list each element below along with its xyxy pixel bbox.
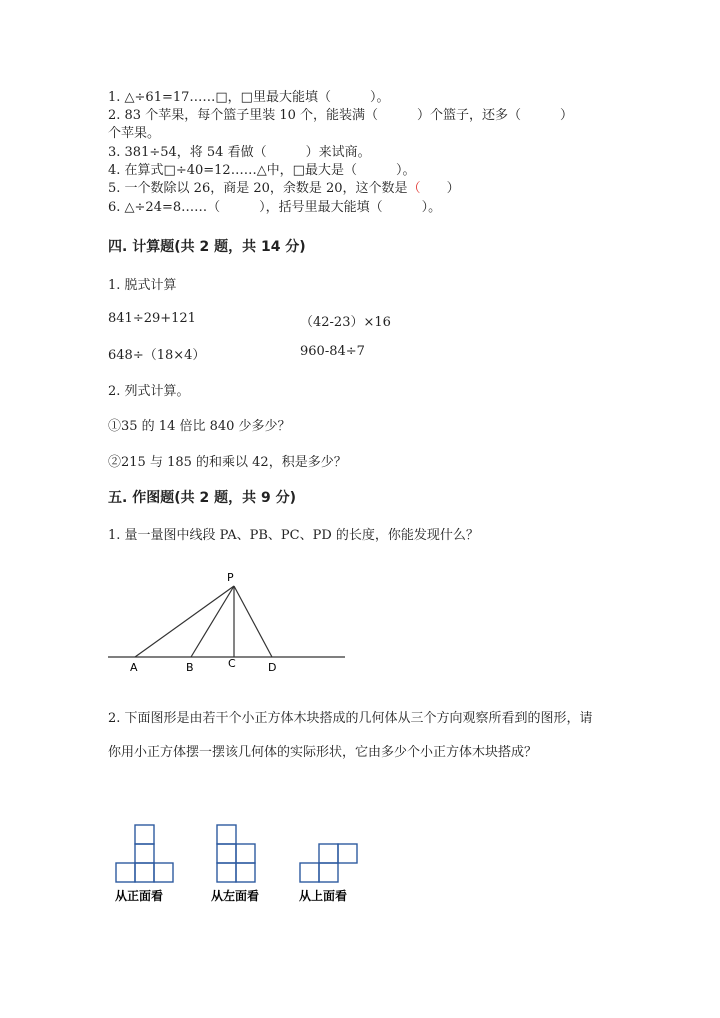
front-view-caption: 从正面看	[115, 889, 164, 903]
segment-pb	[191, 586, 234, 657]
section-4-sub1: 1. 脱式计算	[108, 278, 177, 293]
question-3-5-tail: ）	[420, 181, 460, 196]
question-3-2-line1: 2. 83 个苹果，每个篮子里装 10 个，能装满（ ）个篮子，还多（ ）	[108, 108, 574, 123]
segment-figure	[100, 560, 360, 680]
section-5-question-2: 2. 下面图形是由若干个小正方体木块搭成的几何体从三个方向观察所看到的图形，请你用小正方体摆一摆该几何体的实际形状，它由多少个小正方体木块搭成？	[108, 711, 593, 760]
word-problem-2: ②215 与 185 的和乘以 42，积是多少？	[108, 455, 347, 470]
question-3-5	[108, 180, 460, 197]
expression-1: 841÷29+121	[108, 311, 196, 326]
question-3-1: 1. △÷61=17……□，□里最大能填（ ）。	[108, 90, 390, 105]
expression-2: （42-23）×16	[300, 315, 391, 330]
section-5-question-1: 1. 量一量图中线段 PA、PB、PC、PD 的长度，你能发现什么？	[108, 528, 479, 543]
section-4-heading: 四. 计算题(共 2 题，共 14 分)	[108, 239, 306, 255]
expression-4: 960-84÷7	[300, 344, 365, 359]
question-3-2-line2: 个苹果。	[108, 126, 161, 141]
front-view	[116, 825, 173, 882]
label-b: B	[186, 661, 194, 674]
label-p: P	[227, 571, 234, 584]
segment-pa	[135, 586, 234, 657]
question-3-6: 6. △÷24=8……（ ），括号里最大能填（ ）。	[108, 200, 442, 215]
word-problem-1: ①35 的 14 倍比 840 少多少？	[108, 419, 291, 434]
label-a: A	[130, 661, 138, 674]
section-4-sub2: 2. 列式计算。	[108, 384, 190, 399]
question-3-4: 4. 在算式□÷40=12……△中，□最大是（ ）。	[108, 163, 416, 178]
label-d: D	[268, 661, 277, 674]
three-views-figure	[100, 818, 380, 908]
left-view-caption: 从左面看	[211, 889, 260, 903]
label-c: C	[228, 657, 236, 670]
question-3-5-red-paren: （	[407, 181, 421, 196]
question-3-5-text: 5. 一个数除以 26，商是 20，余数是 20，这个数是	[108, 181, 408, 196]
question-3-3: 3. 381÷54，将 54 看做（ ）来试商。	[108, 145, 371, 160]
segment-pd	[234, 586, 272, 657]
top-view	[300, 844, 357, 882]
expression-3: 648÷（18×4）	[108, 348, 206, 363]
top-view-caption: 从上面看	[299, 889, 348, 903]
left-view	[217, 825, 255, 882]
section-5-heading: 五. 作图题(共 2 题，共 9 分)	[108, 490, 296, 506]
